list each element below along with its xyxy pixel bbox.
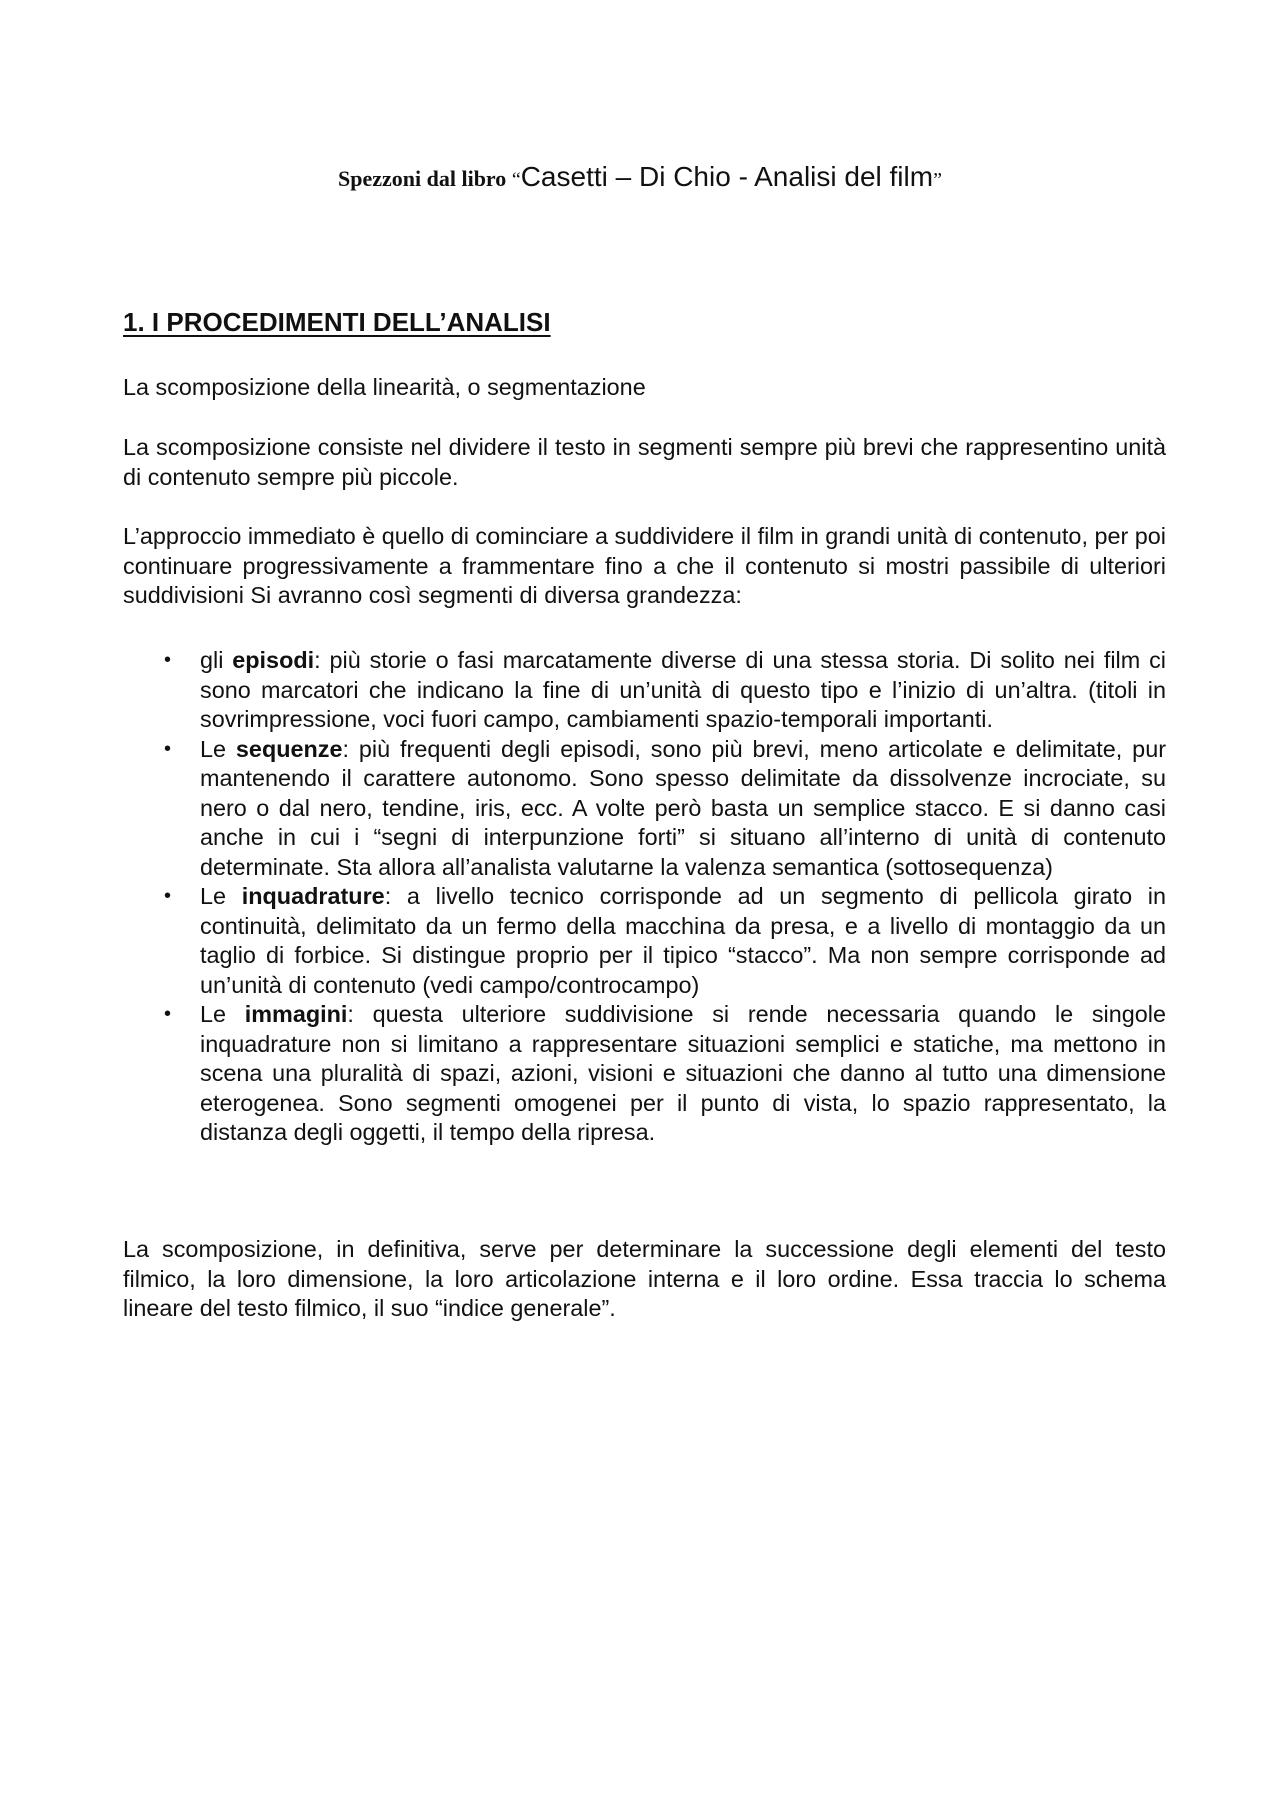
list-item (123, 1000, 1166, 1148)
closing-paragraph: La scomposizione, in definitiva, serve per determinare la successione degli elementi del testo filmico, la loro dimensione, la loro articolazione interna e il loro ordine. Essa traccia lo schema lineare del testo filmico, il suo “indice generale”. (123, 1236, 1166, 1321)
list-item (123, 735, 1166, 883)
section-subtitle: La scomposizione della linearità, o segmentazione (123, 374, 646, 400)
bullet-icon: • (164, 737, 172, 760)
title-close-quote: ” (933, 169, 942, 191)
list-item-lead: Le (200, 883, 242, 909)
title-main: Casetti – Di Chio - Analisi del film (520, 161, 934, 192)
list-item-lead: Le (200, 1001, 245, 1027)
list-item (123, 882, 1166, 1000)
list-item-term: immagini (244, 1001, 348, 1027)
bullet-icon: • (164, 1003, 172, 1025)
bullet-icon: • (164, 885, 172, 907)
list-item-term: sequenze (235, 735, 343, 762)
title-prefix: Spezzoni dal libro (338, 166, 512, 191)
segment-types-list (123, 646, 1166, 1148)
list-item-text: : a livello tecnico corrisponde ad un segmento di pellicola girato in continuità, delimitato da un fermo della macchina da presa, e a livello di montaggio da un taglio di forbice. Si distingue proprio per il tipico “stacco”. Ma non sempre corrisponde ad un’unità di contenuto (vedi campo/controcampo) (200, 883, 1166, 998)
paragraph: La scomposizione consiste nel dividere il testo in segmenti sempre più brevi che rappresentino unità di contenuto sempre più piccole. (123, 434, 1166, 490)
paragraph: L’approccio immediato è quello di cominciare a suddividere il film in grandi unità di contenuto, per poi continuare progressivamente a frammentare fino a che il contenuto si mostri passibile di ulteriori suddivisioni Si avranno così segmenti di diversa grandezza: (123, 523, 1166, 608)
list-item-term: episodi (232, 647, 315, 673)
list-item-lead: gli (200, 647, 233, 673)
list-item-text: : più frequenti degli episodi, sono più brevi, meno articolate e delimitate, pur mantenendo il carattere autonomo. Sono spesso delimitate da dissolvenze incrociate, su nero o dal nero, tendine, iris, ecc. A volte però basta un semplice stacco. E si danno casi anche in cui i “segni di interpunzione forti” si situano all’interno di unità di contenuto determinate. Sta allora all’analista valutarne la valenza semantica (sottosequenza) (200, 735, 1166, 880)
list-item-text: : più storie o fasi marcatamente diverse di una stessa storia. Di solito nei film ci sono marcatori che indicano la fine di un’unità di questo tipo e l’inizio di un’altra. (titoli in sovrimpressione, voci fuori campo, cambiamenti spazio-temporali importanti. (200, 647, 1166, 732)
bullet-icon: • (164, 649, 172, 671)
section-heading: 1. I PROCEDIMENTI DELL’ANALISI (123, 307, 551, 337)
list-item-text: : questa ulteriore suddivisione si rende necessaria quando le singole inquadrature non si limitano a rappresentare situazioni semplici e statiche, ma mettono in scena una pluralità di spazi, azioni, visioni e situazioni che danno al tutto una dimensione eterogenea. Sono segmenti omogenei per il punto di vista, lo spazio rappresentato, la distanza degli oggetti, il tempo della ripresa. (200, 1001, 1166, 1145)
document-title (0, 158, 1280, 197)
list-item-lead: Le (200, 735, 236, 762)
title-open-quote: “ (511, 169, 521, 191)
list-item-term: inquadrature (241, 883, 385, 909)
list-item (123, 646, 1166, 735)
